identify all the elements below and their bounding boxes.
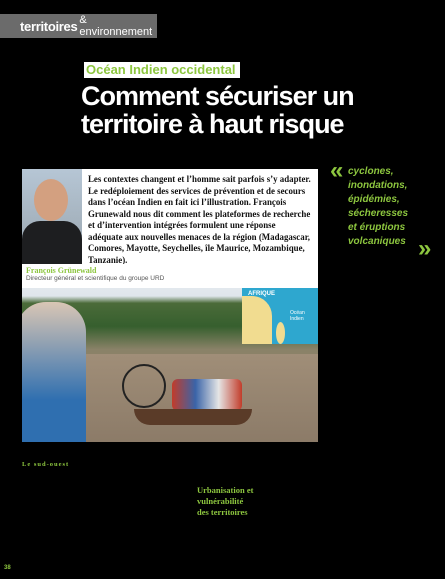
author-name: François Grünewald xyxy=(26,266,97,275)
author-portrait xyxy=(22,169,82,264)
foreground-figure xyxy=(22,302,86,442)
subheading: Urbanisation et vulnérabilité des territoires xyxy=(197,485,254,517)
region-map xyxy=(242,288,318,344)
intro-paragraph: Les contextes changent et l’homme sait parfois s’y adapter. Le redéploiement des services de prévention et de secours dans l’océan Indien en fait ici l’illustration. François Grunewald nous dit comment les plateformes de recherche et d’intervention intégrées formulent une réponse adéquate aux nouvelles menaces de la région (Madagascar, Comores, Mayotte, Seychelles, île Maurice, Mozambique, Tanzanie). xyxy=(82,169,318,269)
madagascar-island xyxy=(276,322,285,344)
map-region-label: AFRIQUE xyxy=(248,291,275,297)
kicker: Océan Indien occidental xyxy=(84,62,240,78)
bicycle-wheel xyxy=(122,364,166,408)
section-main: territoires xyxy=(20,18,78,34)
pull-quote xyxy=(330,157,442,262)
quote-open-mark: « xyxy=(330,157,344,184)
page-number: 38 xyxy=(4,565,11,571)
quote-close-mark: » xyxy=(418,235,432,262)
author-credit xyxy=(22,264,318,288)
africa-landmass xyxy=(242,296,272,344)
portrait-head xyxy=(34,179,68,221)
quote-text: cyclones, inondations, épidémies, sécheresses et éruptions volcaniques xyxy=(348,166,409,247)
author-role: Directeur général et scientifique du groupe URD xyxy=(26,275,165,282)
bottom-label: Le sud-ouest xyxy=(22,461,70,468)
canoe xyxy=(134,409,252,425)
page-title: Comment sécuriser un territoire à haut risque xyxy=(81,81,354,139)
portrait-body xyxy=(22,221,82,264)
boat-passengers xyxy=(172,379,242,411)
section-sub: & environnement xyxy=(79,14,153,38)
map-ocean-label: Océan Indien xyxy=(290,310,305,322)
section-tab xyxy=(0,14,157,38)
